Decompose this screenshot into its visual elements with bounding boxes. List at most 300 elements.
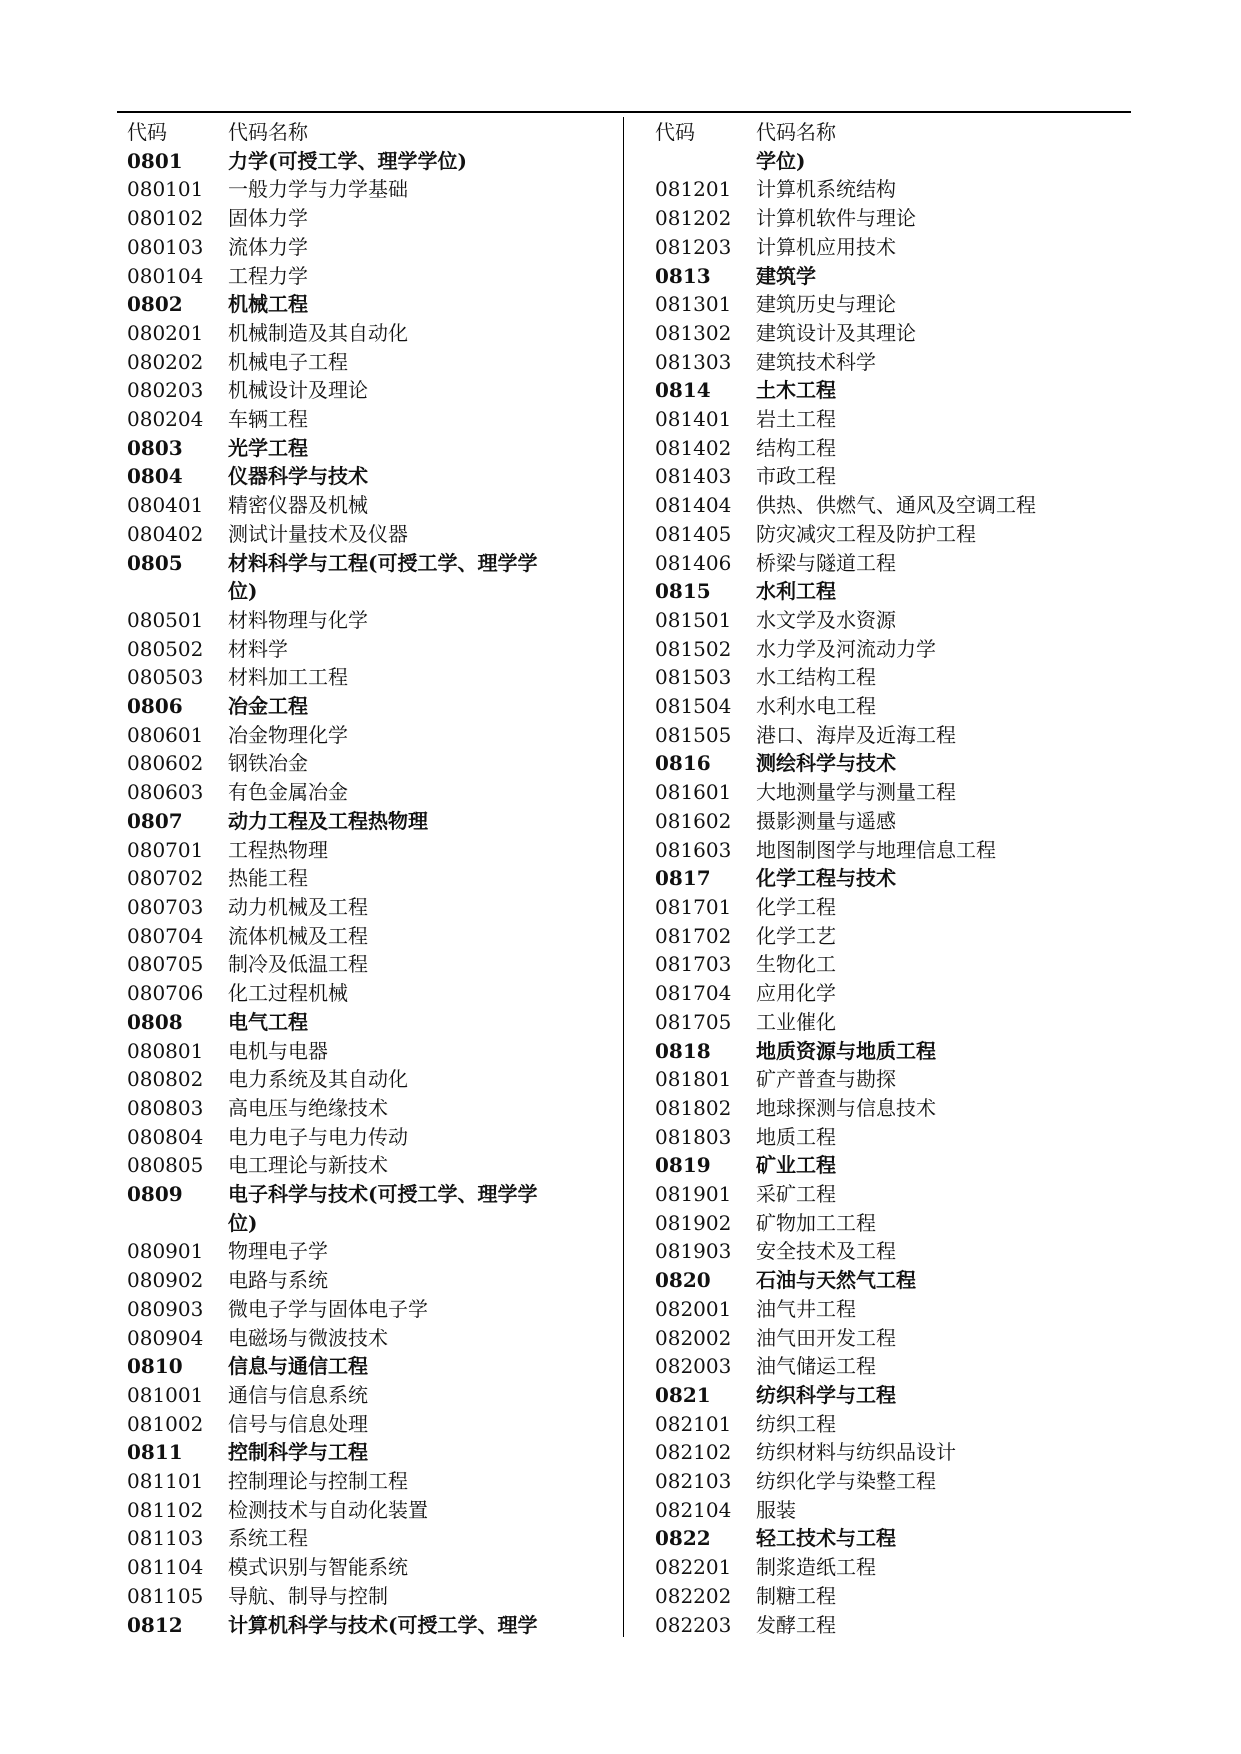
subdiscipline-row	[127, 749, 597, 778]
discipline-row	[655, 864, 1125, 893]
discipline-code: 082201	[655, 1555, 732, 1580]
discipline-code: 080705	[127, 952, 204, 977]
discipline-code: 081603	[655, 837, 732, 862]
discipline-name: 油气田开发工程	[756, 1325, 896, 1350]
subdiscipline-row	[127, 922, 597, 951]
discipline-code: 082101	[655, 1411, 732, 1436]
subdiscipline-row	[127, 1094, 597, 1123]
discipline-code: 0806	[127, 694, 183, 719]
subdiscipline-row	[127, 836, 597, 865]
discipline-code: 0822	[655, 1526, 711, 1551]
discipline-code: 082202	[655, 1583, 732, 1608]
discipline-name: 热能工程	[228, 866, 308, 891]
discipline-code: 080203	[127, 378, 204, 403]
discipline-code: 081801	[655, 1067, 732, 1092]
discipline-code: 081103	[127, 1526, 204, 1551]
discipline-name: 固体力学	[228, 206, 308, 231]
discipline-code: 080704	[127, 923, 204, 948]
discipline-name: 制浆造纸工程	[756, 1555, 876, 1580]
discipline-name: 建筑设计及其理论	[756, 320, 916, 345]
subdiscipline-row	[127, 1037, 597, 1066]
discipline-code: 080501	[127, 607, 204, 632]
discipline-row	[127, 462, 597, 491]
discipline-code: 081602	[655, 808, 732, 833]
discipline-code: 080804	[127, 1124, 204, 1149]
discipline-name: 地球探测与信息技术	[756, 1095, 936, 1120]
discipline-name: 地质资源与地质工程	[756, 1038, 936, 1063]
subdiscipline-row	[127, 175, 597, 204]
subdiscipline-row	[655, 319, 1125, 348]
discipline-code: 081303	[655, 349, 732, 374]
discipline-name: 生物化工	[756, 952, 836, 977]
subdiscipline-row	[655, 1410, 1125, 1439]
discipline-code: 080703	[127, 894, 204, 919]
discipline-code: 0803	[127, 435, 183, 460]
subdiscipline-row	[127, 1065, 597, 1094]
discipline-code: 081002	[127, 1411, 204, 1436]
discipline-name: 力学(可授工学、理学学位)	[228, 148, 467, 173]
discipline-code: 0819	[655, 1153, 711, 1178]
discipline-name: 地质工程	[756, 1124, 836, 1149]
subdiscipline-row	[655, 348, 1125, 377]
discipline-row	[127, 1209, 597, 1238]
subdiscipline-row	[655, 1467, 1125, 1496]
discipline-name: 建筑技术科学	[756, 349, 876, 374]
discipline-name: 冶金工程	[228, 694, 308, 719]
subdiscipline-row	[655, 1209, 1125, 1238]
discipline-row	[655, 1381, 1125, 1410]
discipline-code: 081504	[655, 694, 732, 719]
name-header: 代码名称	[756, 120, 836, 144]
discipline-code: 081405	[655, 521, 732, 546]
subdiscipline-row	[655, 1008, 1125, 1037]
discipline-name: 结构工程	[756, 435, 836, 460]
discipline-name: 一般力学与力学基础	[228, 177, 408, 202]
discipline-name: 采矿工程	[756, 1182, 836, 1207]
discipline-name: 材料物理与化学	[228, 607, 368, 632]
discipline-row	[655, 1151, 1125, 1180]
subdiscipline-row	[655, 491, 1125, 520]
discipline-code: 0817	[655, 866, 711, 891]
subdiscipline-row	[127, 233, 597, 262]
subdiscipline-row	[655, 1611, 1125, 1640]
subdiscipline-row	[127, 606, 597, 635]
discipline-name: 水利工程	[756, 579, 836, 604]
discipline-row	[127, 1611, 597, 1640]
subdiscipline-row	[127, 635, 597, 664]
discipline-code: 081601	[655, 780, 732, 805]
discipline-code: 080401	[127, 493, 204, 518]
discipline-row	[655, 376, 1125, 405]
subdiscipline-row	[655, 1295, 1125, 1324]
discipline-row	[655, 1037, 1125, 1066]
subdiscipline-row	[127, 864, 597, 893]
discipline-name: 矿物加工工程	[756, 1210, 876, 1235]
subdiscipline-row	[127, 491, 597, 520]
subdiscipline-row	[655, 549, 1125, 578]
discipline-code: 081406	[655, 550, 732, 575]
discipline-code: 0808	[127, 1009, 183, 1034]
subdiscipline-row	[127, 1553, 597, 1582]
discipline-row	[655, 262, 1125, 291]
subdiscipline-row	[655, 1553, 1125, 1582]
discipline-name: 光学工程	[228, 435, 308, 460]
discipline-code: 080204	[127, 407, 204, 432]
discipline-code: 081404	[655, 493, 732, 518]
discipline-code: 0814	[655, 378, 711, 403]
discipline-code: 0810	[127, 1354, 183, 1379]
top-rule	[117, 111, 1131, 113]
discipline-code: 081705	[655, 1009, 732, 1034]
column-header	[655, 118, 1125, 147]
discipline-name: 车辆工程	[228, 407, 308, 432]
discipline-name: 导航、制导与控制	[228, 1583, 388, 1608]
discipline-name: 工业催化	[756, 1009, 836, 1034]
subdiscipline-row	[655, 1352, 1125, 1381]
discipline-name: 摄影测量与遥感	[756, 808, 896, 833]
discipline-code: 0812	[127, 1612, 183, 1637]
discipline-name: 仪器科学与技术	[228, 464, 368, 489]
discipline-name: 计算机应用技术	[756, 234, 896, 259]
discipline-name: 电工理论与新技术	[228, 1153, 388, 1178]
discipline-name: 工程热物理	[228, 837, 328, 862]
discipline-name: 测试计量技术及仪器	[228, 521, 408, 546]
discipline-name: 有色金属冶金	[228, 780, 348, 805]
discipline-code: 080202	[127, 349, 204, 374]
discipline-name: 机械设计及理论	[228, 378, 368, 403]
discipline-name: 电气工程	[228, 1009, 308, 1034]
subdiscipline-row	[655, 1094, 1125, 1123]
discipline-name: 服装	[756, 1497, 796, 1522]
discipline-code: 082103	[655, 1469, 732, 1494]
discipline-code: 081501	[655, 607, 732, 632]
discipline-name: 土木工程	[756, 378, 836, 403]
subdiscipline-row	[655, 663, 1125, 692]
discipline-code: 0802	[127, 292, 183, 317]
discipline-name: 港口、海岸及近海工程	[756, 722, 956, 747]
discipline-row	[127, 1352, 597, 1381]
subdiscipline-row	[127, 1381, 597, 1410]
discipline-code: 081403	[655, 464, 732, 489]
discipline-name: 纺织科学与工程	[756, 1382, 896, 1407]
discipline-name: 水工结构工程	[756, 665, 876, 690]
discipline-code: 081402	[655, 435, 732, 460]
discipline-row	[655, 577, 1125, 606]
discipline-code: 0820	[655, 1268, 711, 1293]
subdiscipline-row	[655, 1496, 1125, 1525]
subdiscipline-row	[655, 778, 1125, 807]
name-header: 代码名称	[228, 120, 308, 144]
subdiscipline-row	[655, 1438, 1125, 1467]
discipline-code: 081903	[655, 1239, 732, 1264]
discipline-name: 机械工程	[228, 292, 308, 317]
subdiscipline-row	[127, 1266, 597, 1295]
discipline-code: 081702	[655, 923, 732, 948]
discipline-code: 081503	[655, 665, 732, 690]
subdiscipline-row	[127, 520, 597, 549]
discipline-code: 080701	[127, 837, 204, 862]
discipline-name: 通信与信息系统	[228, 1382, 368, 1407]
subdiscipline-row	[655, 405, 1125, 434]
subdiscipline-row	[127, 1123, 597, 1152]
discipline-row	[127, 1438, 597, 1467]
discipline-row	[127, 577, 597, 606]
discipline-code: 082003	[655, 1354, 732, 1379]
discipline-code: 081201	[655, 177, 732, 202]
subdiscipline-row	[127, 950, 597, 979]
discipline-code: 080601	[127, 722, 204, 747]
discipline-code: 080104	[127, 263, 204, 288]
discipline-code: 080702	[127, 866, 204, 891]
discipline-name: 检测技术与自动化装置	[228, 1497, 428, 1522]
subdiscipline-row	[655, 836, 1125, 865]
subdiscipline-row	[655, 635, 1125, 664]
discipline-code: 080803	[127, 1095, 204, 1120]
discipline-row	[127, 147, 597, 176]
discipline-row	[655, 749, 1125, 778]
discipline-code: 080102	[127, 206, 204, 231]
discipline-name: 建筑学	[756, 263, 816, 288]
discipline-name: 位)	[228, 579, 258, 604]
discipline-code: 0813	[655, 263, 711, 288]
discipline-name: 纺织工程	[756, 1411, 836, 1436]
discipline-name: 流体机械及工程	[228, 923, 368, 948]
discipline-name: 学位)	[756, 148, 806, 173]
discipline-row	[127, 434, 597, 463]
discipline-code: 081703	[655, 952, 732, 977]
discipline-name: 油气井工程	[756, 1296, 856, 1321]
discipline-name: 建筑历史与理论	[756, 292, 896, 317]
discipline-name: 矿业工程	[756, 1153, 836, 1178]
subdiscipline-row	[127, 721, 597, 750]
discipline-row	[127, 692, 597, 721]
discipline-name: 动力机械及工程	[228, 894, 368, 919]
discipline-code: 081102	[127, 1497, 204, 1522]
discipline-name: 计算机科学与技术(可授工学、理学	[228, 1612, 538, 1637]
discipline-name: 市政工程	[756, 464, 836, 489]
column-divider	[623, 117, 624, 1637]
discipline-name: 防灾减灾工程及防护工程	[756, 521, 976, 546]
discipline-row	[655, 1524, 1125, 1553]
discipline-name: 电力电子与电力传动	[228, 1124, 408, 1149]
discipline-name: 机械电子工程	[228, 349, 348, 374]
discipline-name: 水力学及河流动力学	[756, 636, 936, 661]
subdiscipline-row	[127, 319, 597, 348]
discipline-code: 081001	[127, 1382, 204, 1407]
discipline-name: 系统工程	[228, 1526, 308, 1551]
discipline-code: 081105	[127, 1583, 204, 1608]
subdiscipline-row	[127, 405, 597, 434]
discipline-name: 微电子学与固体电子学	[228, 1296, 428, 1321]
subdiscipline-row	[655, 950, 1125, 979]
discipline-code: 080904	[127, 1325, 204, 1350]
discipline-code: 081704	[655, 981, 732, 1006]
discipline-name: 物理电子学	[228, 1239, 328, 1264]
discipline-code: 081902	[655, 1210, 732, 1235]
discipline-code: 0804	[127, 464, 183, 489]
subdiscipline-row	[127, 1324, 597, 1353]
discipline-code: 0818	[655, 1038, 711, 1063]
discipline-name: 电力系统及其自动化	[228, 1067, 408, 1092]
subdiscipline-row	[655, 893, 1125, 922]
discipline-name: 纺织材料与纺织品设计	[756, 1440, 956, 1465]
discipline-name: 电路与系统	[228, 1268, 328, 1293]
discipline-row	[127, 290, 597, 319]
subdiscipline-row	[655, 175, 1125, 204]
discipline-name: 化工过程机械	[228, 981, 348, 1006]
discipline-code: 080901	[127, 1239, 204, 1264]
discipline-code: 081701	[655, 894, 732, 919]
discipline-name: 轻工技术与工程	[756, 1526, 896, 1551]
left-rows	[127, 147, 597, 1640]
discipline-name: 材料加工工程	[228, 665, 348, 690]
subdiscipline-row	[127, 1237, 597, 1266]
subdiscipline-row	[655, 434, 1125, 463]
code-header: 代码	[127, 120, 167, 144]
discipline-code: 080603	[127, 780, 204, 805]
discipline-code: 0807	[127, 808, 183, 833]
subdiscipline-row	[655, 807, 1125, 836]
discipline-code: 080503	[127, 665, 204, 690]
discipline-name: 材料科学与工程(可授工学、理学学	[228, 550, 538, 575]
subdiscipline-row	[127, 778, 597, 807]
right-rows	[655, 147, 1125, 1640]
discipline-code: 081202	[655, 206, 732, 231]
discipline-code: 080502	[127, 636, 204, 661]
discipline-code: 081803	[655, 1124, 732, 1149]
left-column	[127, 118, 597, 1639]
discipline-code: 081505	[655, 722, 732, 747]
column-header	[127, 118, 597, 147]
subdiscipline-row	[655, 721, 1125, 750]
discipline-code: 081302	[655, 320, 732, 345]
discipline-name: 供热、供燃气、通风及空调工程	[756, 493, 1036, 518]
discipline-code: 082203	[655, 1612, 732, 1637]
subdiscipline-row	[655, 979, 1125, 1008]
discipline-name: 油气储运工程	[756, 1354, 876, 1379]
right-column	[655, 118, 1125, 1639]
discipline-name: 矿产普查与勘探	[756, 1067, 896, 1092]
subdiscipline-row	[655, 1324, 1125, 1353]
discipline-name: 计算机系统结构	[756, 177, 896, 202]
subdiscipline-row	[127, 1582, 597, 1611]
discipline-name: 动力工程及工程热物理	[228, 808, 428, 833]
discipline-name: 控制科学与工程	[228, 1440, 368, 1465]
subdiscipline-row	[655, 462, 1125, 491]
discipline-code: 080602	[127, 751, 204, 776]
discipline-name: 流体力学	[228, 234, 308, 259]
discipline-name: 机械制造及其自动化	[228, 320, 408, 345]
discipline-code: 080805	[127, 1153, 204, 1178]
subdiscipline-row	[655, 1582, 1125, 1611]
subdiscipline-row	[655, 520, 1125, 549]
discipline-name: 水利水电工程	[756, 694, 876, 719]
subdiscipline-row	[127, 1467, 597, 1496]
discipline-name: 纺织化学与染整工程	[756, 1469, 936, 1494]
discipline-name: 控制理论与控制工程	[228, 1469, 408, 1494]
discipline-name: 桥梁与隧道工程	[756, 550, 896, 575]
discipline-name: 工程力学	[228, 263, 308, 288]
discipline-name: 制糖工程	[756, 1583, 836, 1608]
discipline-code: 081301	[655, 292, 732, 317]
discipline-name: 精密仪器及机械	[228, 493, 368, 518]
discipline-name: 电机与电器	[228, 1038, 328, 1063]
discipline-name: 模式识别与智能系统	[228, 1555, 408, 1580]
discipline-code: 080706	[127, 981, 204, 1006]
discipline-name: 大地测量学与测量工程	[756, 780, 956, 805]
discipline-code: 080201	[127, 320, 204, 345]
discipline-name: 制冷及低温工程	[228, 952, 368, 977]
discipline-code: 080101	[127, 177, 204, 202]
subdiscipline-row	[127, 262, 597, 291]
discipline-name: 化学工程	[756, 894, 836, 919]
discipline-code: 080402	[127, 521, 204, 546]
subdiscipline-row	[127, 376, 597, 405]
discipline-code: 081104	[127, 1555, 204, 1580]
subdiscipline-row	[127, 1151, 597, 1180]
discipline-code: 080802	[127, 1067, 204, 1092]
discipline-code: 080903	[127, 1296, 204, 1321]
discipline-code: 081401	[655, 407, 732, 432]
discipline-name: 电磁场与微波技术	[228, 1325, 388, 1350]
subdiscipline-row	[655, 1065, 1125, 1094]
discipline-name: 材料学	[228, 636, 288, 661]
discipline-row	[127, 1008, 597, 1037]
subdiscipline-row	[127, 1295, 597, 1324]
discipline-code: 080801	[127, 1038, 204, 1063]
discipline-name: 安全技术及工程	[756, 1239, 896, 1264]
subdiscipline-row	[127, 979, 597, 1008]
discipline-code: 0809	[127, 1182, 183, 1207]
discipline-name: 冶金物理化学	[228, 722, 348, 747]
discipline-name: 信号与信息处理	[228, 1411, 368, 1436]
discipline-name: 水文学及水资源	[756, 607, 896, 632]
discipline-code: 082102	[655, 1440, 732, 1465]
subdiscipline-row	[655, 233, 1125, 262]
discipline-name: 化学工艺	[756, 923, 836, 948]
discipline-name: 位)	[228, 1210, 258, 1235]
discipline-name: 测绘科学与技术	[756, 751, 896, 776]
discipline-name: 应用化学	[756, 981, 836, 1006]
subdiscipline-row	[655, 290, 1125, 319]
discipline-name: 高电压与绝缘技术	[228, 1095, 388, 1120]
discipline-code: 082002	[655, 1325, 732, 1350]
subdiscipline-row	[127, 1524, 597, 1553]
discipline-code: 080103	[127, 234, 204, 259]
discipline-code: 0821	[655, 1382, 711, 1407]
discipline-name: 化学工程与技术	[756, 866, 896, 891]
subdiscipline-row	[655, 204, 1125, 233]
discipline-code: 0805	[127, 550, 183, 575]
discipline-code: 082001	[655, 1296, 732, 1321]
discipline-code: 081203	[655, 234, 732, 259]
discipline-name: 信息与通信工程	[228, 1354, 368, 1379]
discipline-row	[655, 1266, 1125, 1295]
discipline-name: 发酵工程	[756, 1612, 836, 1637]
discipline-code: 0816	[655, 751, 711, 776]
discipline-code: 081802	[655, 1095, 732, 1120]
discipline-row	[127, 807, 597, 836]
subdiscipline-row	[127, 348, 597, 377]
subdiscipline-row	[655, 1123, 1125, 1152]
subdiscipline-row	[655, 692, 1125, 721]
discipline-name: 钢铁冶金	[228, 751, 308, 776]
subdiscipline-row	[127, 893, 597, 922]
discipline-code: 0815	[655, 579, 711, 604]
subdiscipline-row	[127, 204, 597, 233]
discipline-row	[127, 549, 597, 578]
discipline-name: 石油与天然气工程	[756, 1268, 916, 1293]
